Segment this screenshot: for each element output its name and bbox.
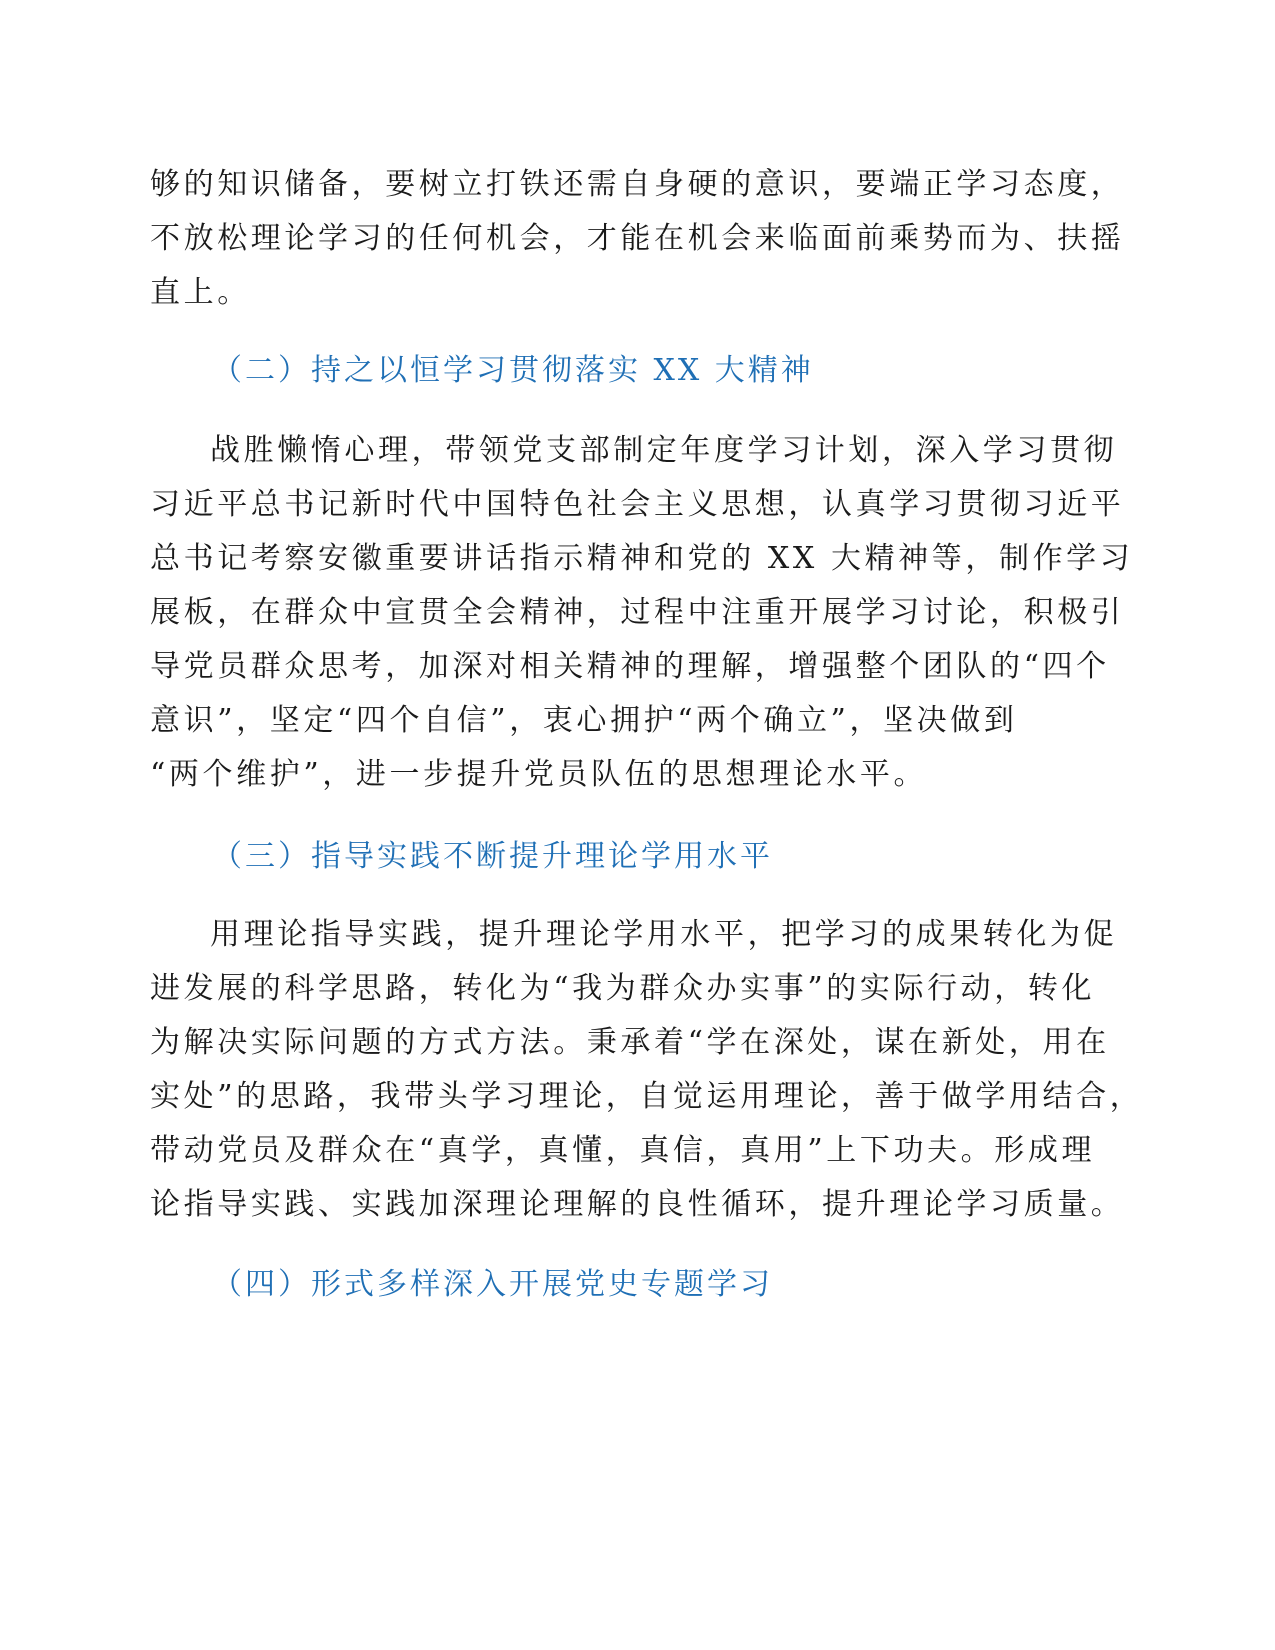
section-heading-4: （四）形式多样深入开展党史专题学习 xyxy=(212,1267,773,1302)
paragraph-3-line-3: 为解决实际问题的方式方法。秉承着“学在深处，谋在新处，用在 xyxy=(150,1025,1110,1060)
paragraph-1-line-2: 不放松理论学习的任何机会，才能在机会来临面前乘势而为、扶摇 xyxy=(150,221,1125,256)
paragraph-2-line-5: 导党员群众思考，加深对相关精神的理解，增强整个团队的“四个 xyxy=(150,649,1110,684)
paragraph-2-line-7: “两个维护”，进一步提升党员队伍的思想理论水平。 xyxy=(150,757,928,792)
paragraph-2-line-6: 意识”，坚定“四个自信”，衷心拥护“两个确立”，坚决做到 xyxy=(150,703,1018,738)
paragraph-2-line-3: 总书记考察安徽重要讲话指示精神和党的 XX 大精神等，制作学习 xyxy=(150,541,1134,576)
paragraph-3-line-6: 论指导实践、实践加深理论理解的良性循环，提升理论学习质量。 xyxy=(150,1187,1125,1222)
paragraph-2-line-4: 展板，在群众中宣贯全会精神，过程中注重开展学习讨论，积极引 xyxy=(150,595,1125,630)
paragraph-3-line-5: 带动党员及群众在“真学，真懂，真信，真用”上下功夫。形成理 xyxy=(150,1133,1096,1168)
paragraph-2-line-1: 战胜懒惰心理，带领党支部制定年度学习计划，深入学习贯彻 xyxy=(210,433,1118,468)
section-heading-3: （三）指导实践不断提升理论学用水平 xyxy=(212,839,773,874)
paragraph-3-line-4: 实处”的思路，我带头学习理论，自觉运用理论，善于做学用结合， xyxy=(150,1079,1144,1114)
paragraph-1-line-1: 够的知识储备，要树立打铁还需自身硬的意识，要端正学习态度， xyxy=(150,167,1125,202)
paragraph-2-line-2: 习近平总书记新时代中国特色社会主义思想，认真学习贯彻习近平 xyxy=(150,487,1125,522)
section-heading-2: （二）持之以恒学习贯彻落实 XX 大精神 xyxy=(212,353,814,388)
paragraph-3-line-2: 进发展的科学思路，转化为“我为群众办实事”的实际行动，转化 xyxy=(150,971,1096,1006)
paragraph-1-line-3: 直上。 xyxy=(150,275,251,310)
paragraph-3-line-1: 用理论指导实践，提升理论学用水平，把学习的成果转化为促 xyxy=(210,917,1118,952)
